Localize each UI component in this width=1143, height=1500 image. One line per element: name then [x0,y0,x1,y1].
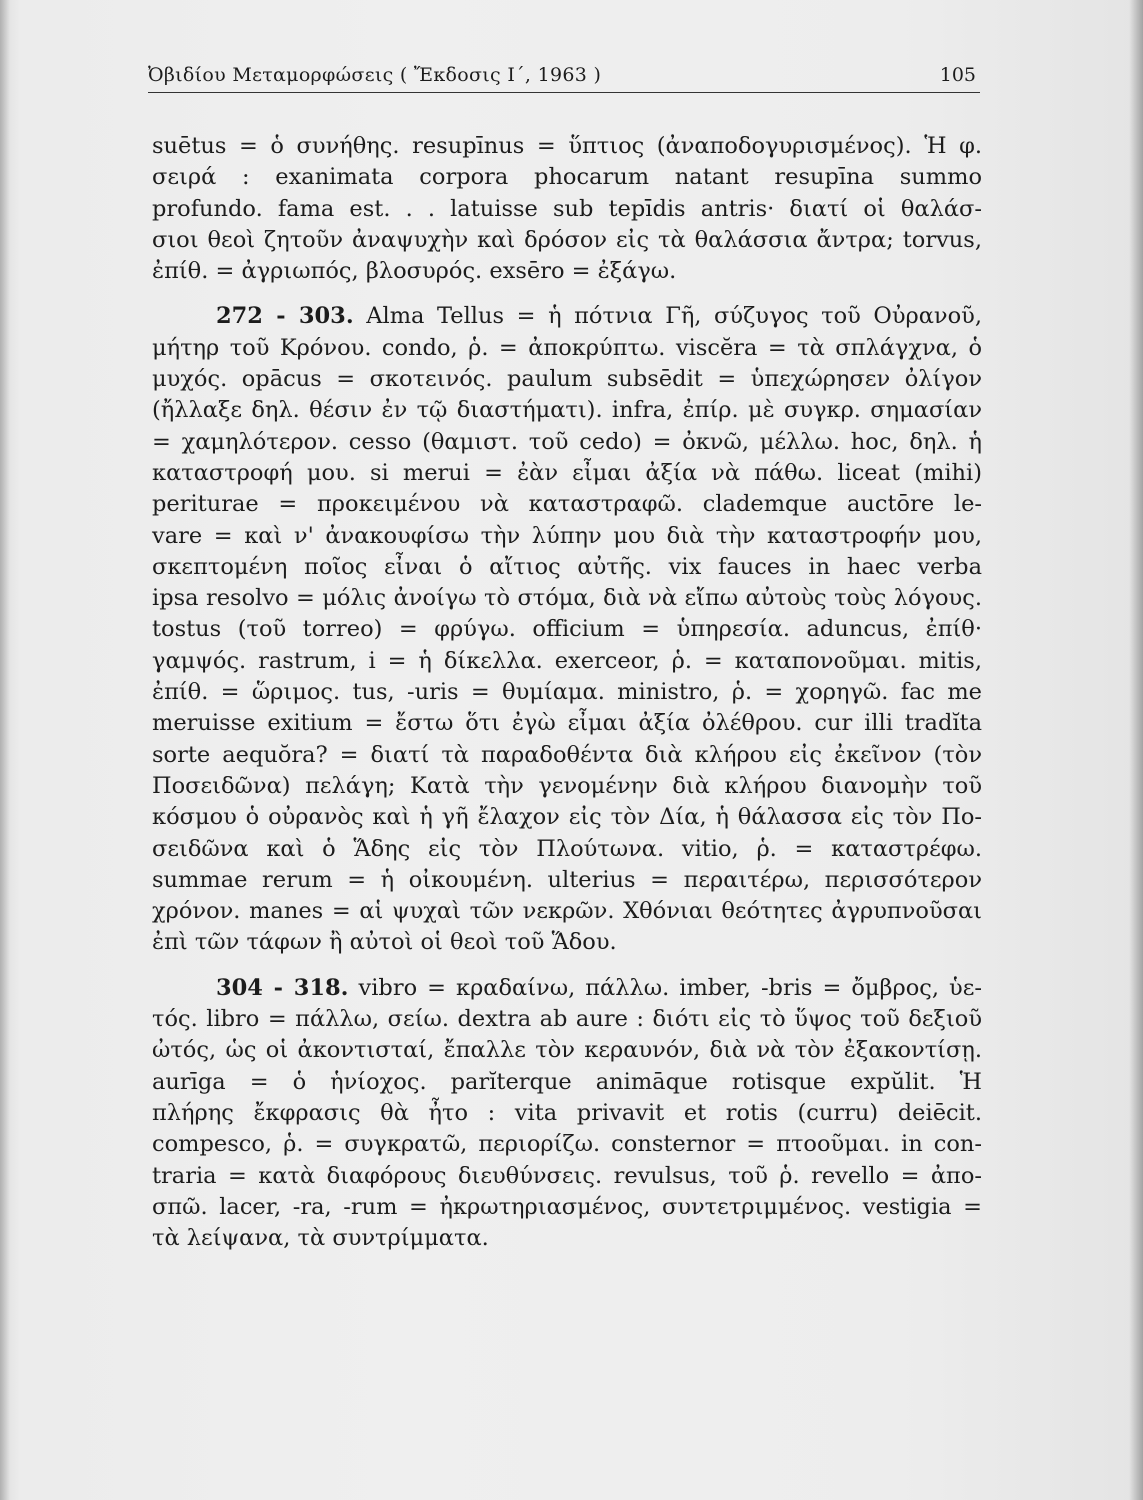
text-fragment: vibro = κραδαίνω, πάλλω. imber, -bris = ὄμβρος, ὑε- [348,974,982,1001]
text-line: sorte aequŏra? = διατί τὰ παραδοθέντα διὰ κλήρου εἰς ἐκεῖνον (τὸν [152,741,982,768]
text-line: summae rerum = ἡ οἰκουμένη. ulterius = περαιτέρω, περισσότερον [152,866,982,893]
text-line: μυχός. opācus = σκοτεινός. paulum subsēdit = ὑπεχώρησεν ὀλίγον [152,366,982,393]
text-line: ἐπίθ. = ὥριμος. tus, -uris = θυμίαμα. ministro, ῥ. = χορηγῶ. fac me [152,679,982,706]
paragraph-1 [152,131,982,287]
text-line: meruisse exitium = ἔστω ὅτι ἐγὼ εἶμαι ἀξία ὀλέθρου. cur illi tradĭta [152,710,982,737]
page-left-shadow [0,0,10,1500]
paragraph-2 [152,301,982,958]
text-line: aurīga = ὁ ἡνίοχος. parĭterque animāque rotisque expŭlit. Ἡ [152,1068,982,1095]
text-line: compesco, ῥ. = συγκρατῶ, περιορίζω. consternor = πτοοῦμαι. in con- [152,1131,982,1158]
text-fragment: Alma Tellus = ἡ πότνια Γῆ, σύζυγος τοῦ Οὐρανοῦ, [353,303,982,330]
text-line: χρόνον. manes = αἱ ψυχαὶ τῶν νεκρῶν. Χθόνιαι θεότητες ἀγρυπνοῦσαι [152,898,982,925]
text-line: ἐπὶ τῶν τάφων ἢ αὐτοὶ οἱ θεοὶ τοῦ Ἅδου. [152,929,617,956]
commentary-text [152,131,982,1254]
text-line: ὠτός, ὡς οἱ ἀκοντισταί, ἔπαλλε τὸν κεραυνόν, διὰ νὰ τὸν ἐξακοντίσῃ. [152,1037,982,1064]
page-right-shadow [1129,0,1143,1500]
text-line: σκεπτομένη ποῖος εἶναι ὁ αἴτιος αὐτῆς. vix fauces in haec verba [152,553,982,580]
text-line: σπῶ. lacer, -ra, -rum = ἠκρωτηριασμένος, συντετριμμένος. vestigia = [152,1193,982,1220]
text-line: (ἤλλαξε δηλ. θέσιν ἐν τῷ διαστήματι). infra, ἐπίρ. μὲ συγκρ. σημασίαν [152,397,982,424]
text-line-first [152,301,982,332]
running-header [148,62,980,93]
text-line: profundo. fama est. . . latuisse sub tepīdis antris· διατί οἱ θαλάσ- [152,195,982,222]
text-line: τὰ λείψανα, τὰ συντρίμματα. [152,1225,489,1252]
text-line: σειρά : exanimata corpora phocarum natant resupīna summo [152,164,982,191]
header-title: Ὀβιδίου Μεταμορφώσεις ( Ἔκδοσις Ι΄, 1963 ) [148,64,602,86]
text-line: vare = καὶ ν' ἀνακουφίσω τὴν λύπην μου διὰ τὴν καταστροφήν μου, [152,522,982,549]
section-heading: 272 - 303. [216,303,354,330]
text-line: ἐπίθ. = ἀγριωπός, βλοσυρός. exsēro = ἐξάγω. [152,258,677,285]
text-line: σιοι θεοὶ ζητοῦν ἀναψυχὴν καὶ δρόσον εἰς τὰ θαλάσσια ἄντρα; torvus, [152,226,982,253]
page-number: 105 [939,64,976,86]
section-heading: 304 - 318. [216,974,349,1001]
text-line: σειδῶνα καὶ ὁ Ἅδης εἰς τὸν Πλούτωνα. vitio, ῥ. = καταστρέφω. [152,835,982,862]
text-line: = χαμηλότερον. cesso (θαμιστ. τοῦ cedo) = ὀκνῶ, μέλλω. hoc, δηλ. ἡ [152,428,982,455]
text-line: suētus = ὁ συνήθης. resupīnus = ὕπτιος (ἀναποδογυρισμένος). Ἡ φ. [152,133,982,159]
text-line: tostus (τοῦ torreo) = φρύγω. officium = ὑπηρεσία. aduncus, ἐπίθ· [152,616,982,643]
text-line: καταστροφή μου. si merui = ἐὰν εἶμαι ἀξία νὰ πάθω. liceat (mihi) [152,459,982,486]
text-line: γαμψός. rastrum, i = ἡ δίκελλα. exerceor, ῥ. = καταπονοῦμαι. mitis, [152,647,982,674]
text-line: μήτηρ τοῦ Κρόνου. condo, ῥ. = ἀποκρύπτω. viscĕra = τὰ σπλάγχνα, ὁ [152,334,982,361]
text-line: ipsa resolvo = μόλις ἀνοίγω τὸ στόμα, διὰ νὰ εἴπω αὐτοὺς τοὺς λόγους. [152,585,982,612]
text-line: κόσμου ὁ οὐρανὸς καὶ ἡ γῆ ἔλαχον εἰς τὸν Δία, ἡ θάλασσα εἰς τὸν Πο- [152,804,982,831]
paragraph-3 [152,973,982,1255]
text-line: periturae = προκειμένου νὰ καταστραφῶ. clademque auctōre le- [152,491,982,518]
text-line-first [152,973,982,1004]
text-line: traria = κατὰ διαφόρους διευθύνσεις. revulsus, τοῦ ῥ. revello = ἀπο- [152,1162,982,1189]
text-line: πλήρης ἔκφρασις θὰ ἦτο : vita privavit et rotis (curru) deiēcit. [152,1099,982,1126]
text-line: τός. libro = πάλλω, σείω. dextra ab aure : διότι εἰς τὸ ὕψος τοῦ δεξιοῦ [152,1006,982,1033]
text-line: Ποσειδῶνα) πελάγη; Κατὰ τὴν γενομένην διὰ κλήρου διανομὴν τοῦ [152,772,982,799]
